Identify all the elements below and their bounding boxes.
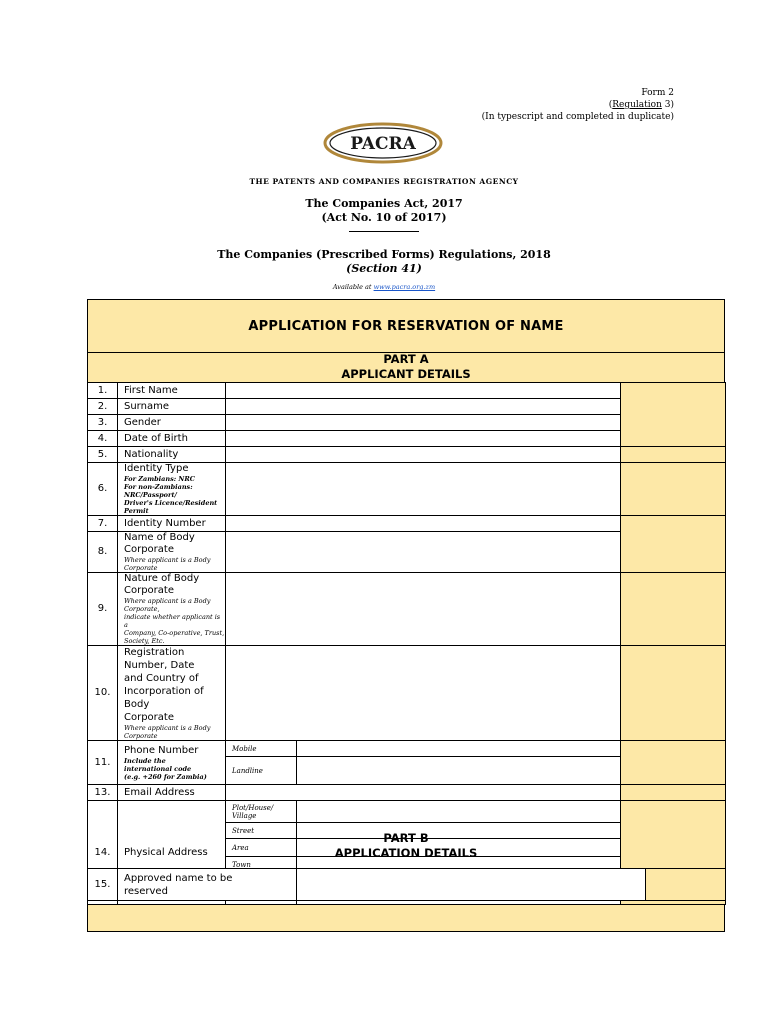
table-row: 11. Phone Number Include the international code (e.g. +260 for Zambia) Mobile [88,741,726,757]
area-label: Area [226,839,297,857]
availability-note: Available at www.pacra.org.zm [332,283,436,291]
mobile-field[interactable] [297,741,621,757]
table-row: 3. Gender [88,415,726,431]
surname-label: Surname [118,399,226,415]
registration-details-label: Registration Number, Date and Country of Incorporation of Body Corporate Where applicant is a Body Corporate [118,646,226,741]
table-row: 14. Physical Address Plot/House/ Village [88,801,726,823]
pacra-logo [322,122,444,164]
table-row: 8. Name of Body Corporate Where applicant is a Body Corporate [88,532,726,573]
divider [349,231,419,232]
instructions: (In typescript and completed in duplicate) [481,112,674,122]
body-corporate-nature-label: Nature of Body Corporate Where applicant is a Body Corporate, indicate whether applicant is a Company, Co-operative, Trust, Society, Etc. [118,573,226,646]
landline-field[interactable] [297,757,621,785]
identity-number-field[interactable] [226,516,621,532]
nationality-field[interactable] [226,447,621,463]
table-row: 5. Nationality [88,447,726,463]
form-title: APPLICATION FOR RESERVATION OF NAME [88,300,724,353]
town-label: Town [226,857,297,873]
act-title: The Companies Act, 2017 (Act No. 10 of 2017) [305,197,463,224]
form-number: Form 2 [641,88,674,98]
mobile-label: Mobile [226,741,297,757]
identity-type-field[interactable] [226,463,621,516]
phone-number-label: Phone Number Include the international code (e.g. +260 for Zambia) [118,741,226,785]
table-row: 1. First Name [88,383,726,399]
application-details-table [87,868,726,901]
table-row: 6. Identity Type For Zambians: NRC For non-Zambians: NRC/Passport/ Driver's Licence/Resident Permit [88,463,726,516]
street-label: Street [226,823,297,839]
table-row: 9. Nature of Body Corporate Where applicant is a Body Corporate, indicate whether applicant is a Company, Co-operative, Trust, Society, Etc. [88,573,726,646]
logo-text: PACRA [350,134,416,154]
body-corporate-nature-field[interactable] [226,573,621,646]
identity-number-label: Identity Number [118,516,226,532]
table-row: 4. Date of Birth [88,431,726,447]
regulations-title: The Companies (Prescribed Forms) Regulations, 2018 (Section 41) [217,248,551,275]
table-row: 15. Approved name to be reserved [88,869,726,901]
physical-address-label: Physical Address [118,801,226,905]
date-of-birth-field[interactable] [226,431,621,447]
surname-field[interactable] [226,399,621,415]
form-number-block [482,87,674,123]
agency-name: THE PATENTS AND COMPANIES REGISTRATION AGENCY [249,177,519,186]
regulation-ref: (Regulation 3) [608,100,674,110]
table-row: 7. Identity Number [88,516,726,532]
plot-field[interactable] [297,801,621,823]
identity-type-label: Identity Type For Zambians: NRC For non-Zambians: NRC/Passport/ Driver's Licence/Resident Permit [118,463,226,516]
gender-label: Gender [118,415,226,431]
approved-name-field[interactable] [297,869,646,901]
body-corporate-name-field[interactable] [226,532,621,573]
email-address-label: Email Address [118,785,226,801]
body-corporate-name-label: Name of Body Corporate Where applicant is a Body Corporate [118,532,226,573]
table-row: 10. Registration Number, Date and Country of Incorporation of Body Corporate Where applicant is a Body Corporate [88,646,726,741]
first-name-label: First Name [118,383,226,399]
landline-label: Landline [226,757,297,785]
date-of-birth-label: Date of Birth [118,431,226,447]
table-row: 2. Surname [88,399,726,415]
table-row: 13. Email Address [88,785,726,801]
gender-field[interactable] [226,415,621,431]
part-b-header: PART B APPLICATION DETAILS [88,824,724,869]
part-a-header: PART A APPLICANT DETAILS [341,352,471,381]
email-address-field[interactable] [226,785,621,801]
registration-details-field[interactable] [226,646,621,741]
first-name-field[interactable] [226,383,621,399]
approved-name-label: Approved name to be reserved [118,869,297,901]
plot-label: Plot/House/ Village [226,801,297,823]
pacra-website-link[interactable]: www.pacra.org.zm [373,283,436,291]
regulation-link[interactable]: Regulation [612,100,662,110]
nationality-label: Nationality [118,447,226,463]
